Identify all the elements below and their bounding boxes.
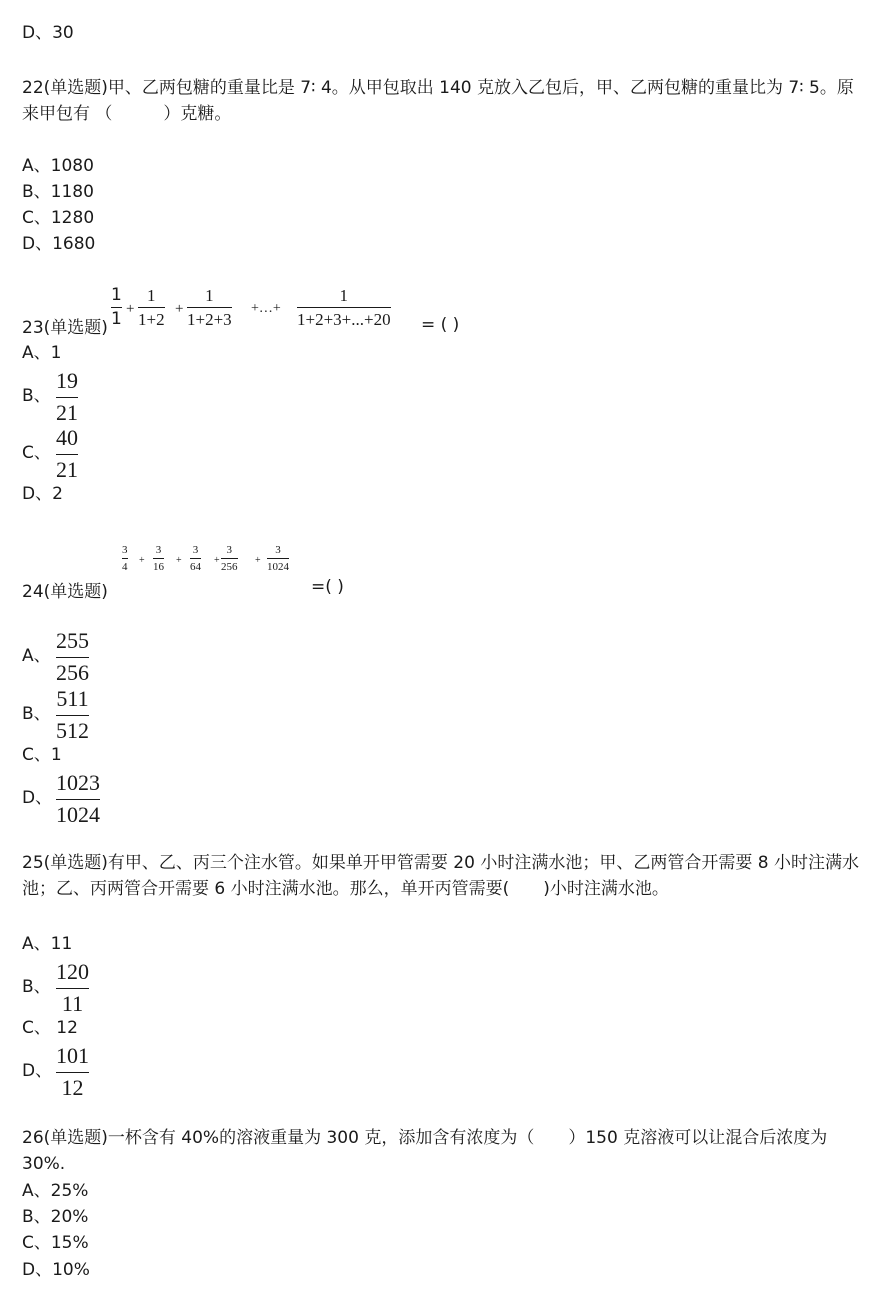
q24-option-a-num: 255 [56, 628, 89, 653]
q22-option-a[interactable]: A、1080 [22, 156, 94, 176]
q23-term-2-num: 1 [147, 286, 156, 305]
q24-term-5 [267, 545, 289, 573]
q24-term-5-den: 1024 [267, 561, 289, 573]
q25-option-b-fraction[interactable] [56, 961, 89, 1015]
q24-option-b-num: 511 [56, 686, 89, 711]
q24-term-1-den: 4 [122, 561, 128, 573]
q25-option-b-num: 120 [56, 959, 89, 984]
q26-option-a[interactable]: A、25% [22, 1181, 89, 1201]
q23-term-3-num: 1 [205, 286, 214, 305]
q24-option-d-fraction[interactable] [56, 772, 100, 826]
q25-option-c[interactable]: C、 12 [22, 1018, 78, 1038]
question-26-text: 26(单选题)一杯含有 40%的溶液重量为 300 克，添加含有浓度为（ ）150 克溶液可以让混合后浓度为 30%. [22, 1128, 828, 1174]
question-23-prefix: 23(单选题) [22, 318, 108, 338]
q24-option-a-fraction[interactable] [56, 630, 89, 684]
q26-option-c[interactable]: C、15% [22, 1233, 89, 1253]
q23-term-2-den: 1+2 [138, 310, 165, 329]
q24-option-c[interactable]: C、1 [22, 745, 62, 765]
q23-op-3: +…+ [251, 301, 281, 316]
q24-op-3: + [214, 555, 220, 566]
q23-option-b-fraction[interactable] [56, 370, 78, 424]
q23-option-b-den: 21 [56, 400, 78, 425]
q23-term-4-den: 1+2+3+...+20 [297, 310, 391, 329]
q23-term-1-num: 1 [111, 285, 122, 305]
q24-option-d-label[interactable]: D、 [22, 788, 53, 808]
q24-op-2: + [176, 555, 182, 566]
question-24-prefix: 24(单选题) [22, 582, 108, 602]
question-22-text: 22(单选题)甲、乙两包糖的重量比是 7∶ 4。从甲包取出 140 克放入乙包后，甲、乙两包糖的重量比为 7∶ 5。原来甲包有 （ ）克糖。 [22, 78, 854, 124]
q23-term-2 [138, 287, 165, 328]
q25-option-d-label[interactable]: D、 [22, 1061, 53, 1081]
prev-option-d[interactable]: D、30 [22, 23, 74, 43]
q23-op-2: + [175, 301, 184, 317]
q23-option-d[interactable]: D、2 [22, 484, 63, 504]
q23-term-4 [297, 287, 391, 328]
q22-option-b[interactable]: B、1180 [22, 182, 94, 202]
q24-term-4 [221, 545, 238, 573]
q25-option-b-label[interactable]: B、 [22, 977, 51, 997]
q23-option-c-den: 21 [56, 457, 78, 482]
q24-term-2-num: 3 [155, 544, 162, 556]
q23-term-1 [111, 287, 122, 328]
q23-option-c-num: 40 [56, 425, 78, 450]
q24-op-4: + [255, 555, 261, 566]
q24-term-2 [153, 545, 164, 573]
q24-option-b-fraction[interactable] [56, 688, 89, 742]
q23-term-3 [187, 287, 232, 328]
q24-term-3-den: 64 [190, 561, 201, 573]
q23-option-c-label[interactable]: C、 [22, 443, 51, 463]
q24-term-2-den: 16 [153, 561, 164, 573]
q24-option-b-label[interactable]: B、 [22, 704, 51, 724]
q23-option-b-label[interactable]: B、 [22, 386, 51, 406]
q25-option-d-fraction[interactable] [56, 1045, 89, 1099]
q24-option-d-den: 1024 [56, 802, 100, 827]
q26-option-b[interactable]: B、20% [22, 1207, 89, 1227]
q24-term-5-num: 3 [275, 544, 281, 556]
q24-term-4-num: 3 [226, 544, 232, 556]
q24-option-b-den: 512 [56, 718, 89, 743]
q24-term-4-den: 256 [221, 561, 238, 573]
q23-term-1-den: 1 [111, 309, 122, 329]
q24-option-a-den: 256 [56, 660, 89, 685]
q23-option-c-fraction[interactable] [56, 427, 78, 481]
q24-term-3-num: 3 [192, 544, 199, 556]
q25-option-d-num: 101 [56, 1043, 89, 1068]
q25-option-a[interactable]: A、11 [22, 934, 73, 954]
q24-term-1-num: 3 [122, 544, 128, 556]
q24-op-1: + [139, 555, 145, 566]
q23-equals: = ( ) [421, 315, 460, 335]
q23-option-b-num: 19 [56, 368, 78, 393]
q23-option-a[interactable]: A、1 [22, 343, 62, 363]
q26-option-d[interactable]: D、10% [22, 1260, 90, 1280]
q23-term-3-den: 1+2+3 [187, 310, 232, 329]
q24-equals: =( ) [311, 577, 344, 597]
q24-option-a-label[interactable]: A、 [22, 646, 51, 666]
q24-term-1 [122, 545, 128, 573]
q24-option-d-num: 1023 [56, 770, 100, 795]
q22-option-d[interactable]: D、1680 [22, 234, 96, 254]
q24-term-3 [190, 545, 201, 573]
q25-option-d-den: 12 [61, 1075, 84, 1100]
q22-option-c[interactable]: C、1280 [22, 208, 95, 228]
question-25-text: 25(单选题)有甲、乙、丙三个注水管。如果单开甲管需要 20 小时注满水池；甲、乙两管合开需要 8 小时注满水池；乙、丙两管合开需要 6 小时注满水池。那么，单开丙管需要( )小时注满水池。 [22, 853, 859, 899]
q25-option-b-den: 11 [61, 991, 84, 1016]
q23-term-4-num: 1 [339, 286, 349, 305]
q23-op-1: + [126, 301, 135, 317]
